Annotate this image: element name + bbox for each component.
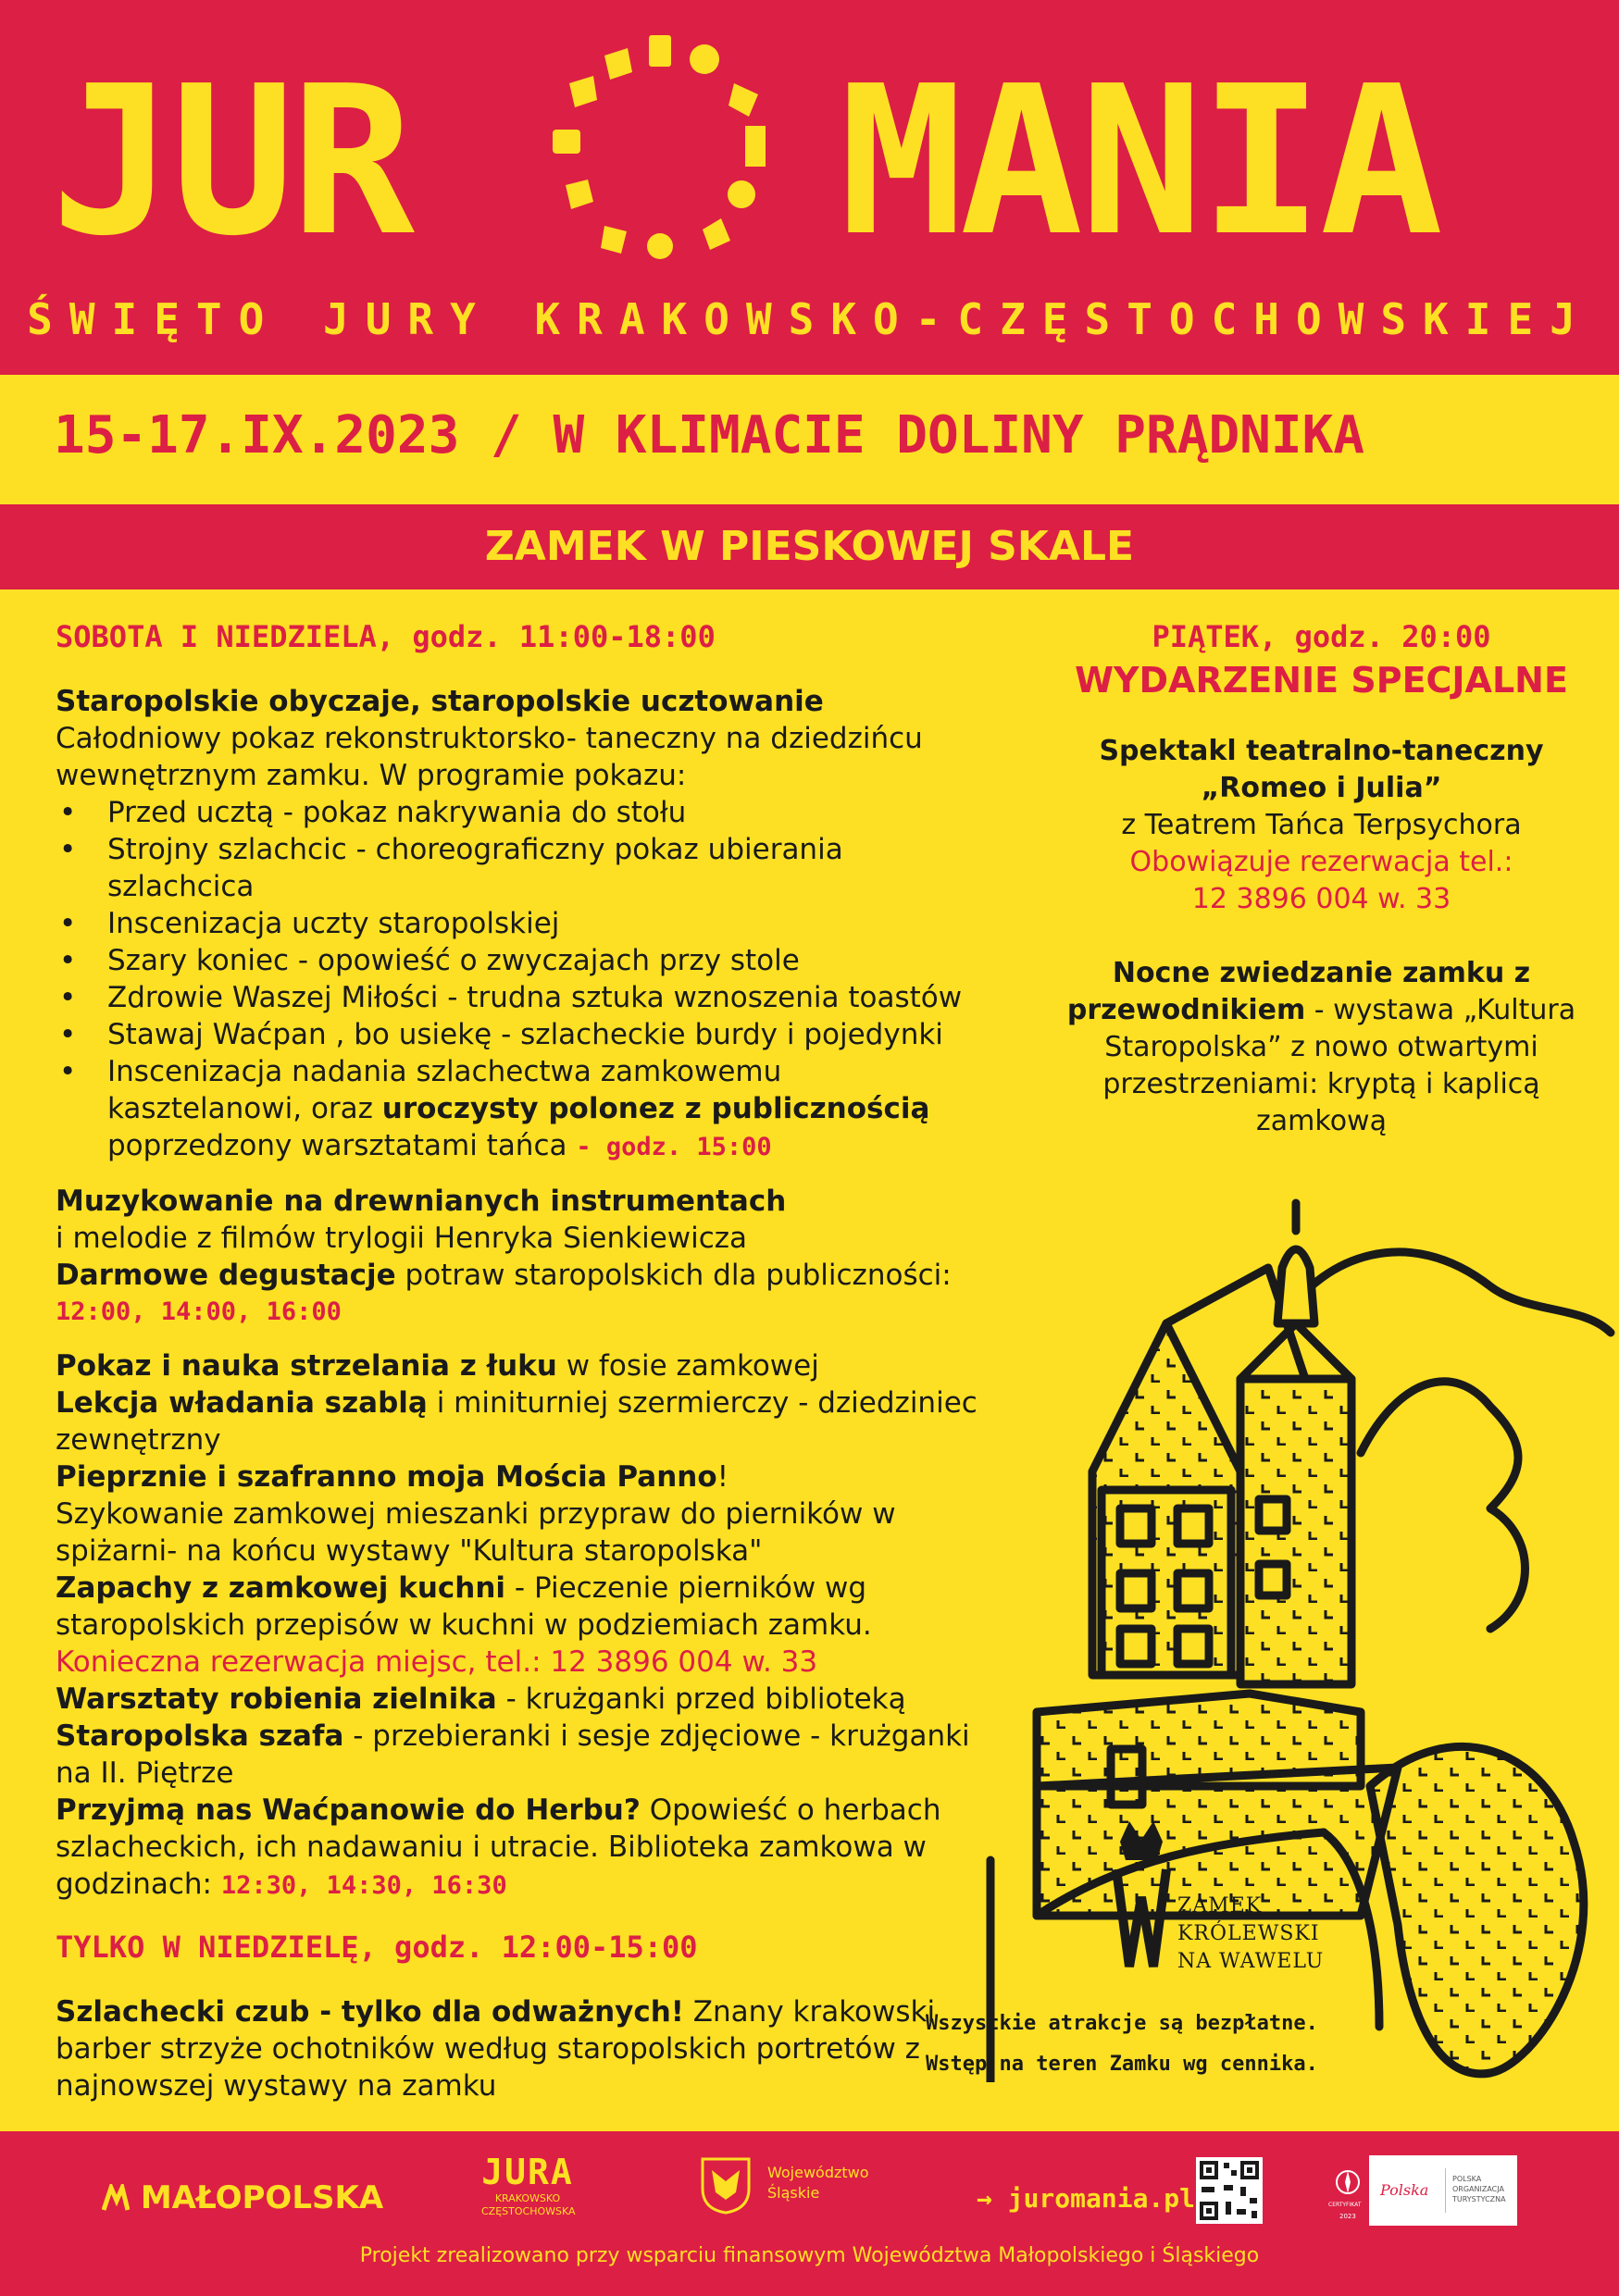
list-item: • Inscenizacja uczty staropolskiej	[56, 905, 981, 942]
b1-text: Całodniowy pokaz rekonstruktorsko- taneczny na dziedzińcu wewnętrznym zamku. W programie pokazu:	[56, 722, 923, 792]
malopolska-mark-icon	[102, 2184, 130, 2212]
weekend-heading: SOBOTA I NIEDZIELA, godz. 11:00-18:00	[56, 619, 716, 654]
block-muzykowanie	[56, 1183, 981, 1331]
b3-x2: i miniturniej szermierczy - dziedziniec zewnętrzny	[56, 1386, 978, 1457]
pot-certificate-mark	[1326, 2155, 1369, 2226]
jura-emblem-icon	[540, 28, 780, 268]
polska-logo: Polska	[1380, 2181, 1429, 2199]
b3-x5: - krużganki przed biblioteką	[496, 1682, 906, 1716]
b2-times: 12:00, 14:00, 16:00	[56, 1297, 342, 1326]
jura-logo	[481, 2152, 574, 2218]
pot-year: 2023	[1339, 2213, 1356, 2220]
list-item: • Zdrowie Waszej Miłości - trudna sztuka wznoszenia toastów	[56, 979, 981, 1016]
program-left-column	[56, 618, 981, 2104]
list-item: • Szary koniec - opowieść o zwyczajach przy stole	[56, 942, 981, 979]
pot-logo-box	[1326, 2155, 1517, 2226]
b1-title: Staropolskie obyczaje, staropolskie ucztowanie	[56, 685, 824, 718]
b4-title: Szlachecki czub - tylko dla odważnych!	[56, 1995, 684, 2029]
emblem-shield-icon	[690, 44, 719, 74]
s2-text: - wystawa „Kultura Staropolska” z nowo otwartymi przestrzeniami: kryptą i kaplicą zamkową	[1102, 994, 1576, 1137]
wawel-line1: ZAMEK	[1177, 1894, 1263, 1917]
b1-last-a: Inscenizacja nadania szlachectwa zamkowemu kasztelanowi, oraz	[107, 1055, 782, 1125]
tree-outline	[1361, 1382, 1526, 1629]
s1-res2: 12 3896 004 w. 33	[1191, 883, 1451, 915]
b2-text2: potraw staropolskich dla publiczności:	[395, 1259, 952, 1292]
s2-block	[1065, 955, 1578, 1140]
list-item	[56, 1053, 981, 1166]
b3-t1: Pokaz i nauka strzelania z łuku	[56, 1349, 557, 1383]
title-right: MANIA	[840, 43, 1440, 281]
b3-t3: Pieprznie i szafranno moja Mościa Panno	[56, 1460, 717, 1494]
wawel-line2: KRÓLEWSKI	[1177, 1922, 1320, 1945]
wawel-line3: NA WAWELU	[1177, 1950, 1325, 1973]
rock-outline	[1287, 1252, 1611, 1333]
special-event-heading: WYDARZENIE SPECJALNE	[1075, 660, 1568, 701]
header-band	[0, 0, 1619, 375]
b3-t7: Przyjmą nas Waćpanowie do Herbu?	[56, 1793, 641, 1827]
malopolska-text: MAŁOPOLSKA	[140, 2179, 384, 2216]
website-link[interactable]: → juromania.pl	[977, 2183, 1196, 2214]
emblem-sun-icon	[647, 233, 673, 259]
b3-t4: Zapachy z zamkowej kuchni	[56, 1571, 506, 1605]
wawel-crown-icon	[1111, 1814, 1172, 1971]
emblem-tree-icon	[569, 76, 597, 107]
tower-top	[1277, 1249, 1314, 1323]
s1-title2: „Romeo i Julia”	[1201, 772, 1442, 804]
block-staropolskie	[56, 683, 981, 1166]
eagle-crest-icon	[699, 2155, 753, 2215]
jura-sub1: KRAKOWSKO	[494, 2192, 561, 2204]
emblem-tower-icon	[604, 48, 632, 80]
friday-heading: PIĄTEK, godz. 20:00	[1152, 619, 1491, 654]
s1-text: z Teatrem Tańca Terpsychora	[1121, 809, 1522, 841]
jura-sub2: CZĘSTOCHOWSKA	[481, 2205, 576, 2217]
list-item: • Strojny szlachcic - choreograficzny pokaz ubierania szlachcica	[56, 831, 981, 905]
list-item: • Przed ucztą - pokaz nakrywania do stołu	[56, 794, 981, 831]
b3-x7: Opowieść o herbach szlacheckich, ich nadawaniu i utracie. Biblioteka zamkowa w godzinach:	[56, 1793, 941, 1901]
title-left: JUR	[51, 43, 411, 281]
slaskie-line1: Województwo	[767, 2164, 869, 2181]
venue-bar: ZAMEK W PIESKOWEJ SKALE	[0, 504, 1619, 590]
emblem-bike-icon	[728, 180, 755, 208]
b3-t6: Staropolska szafa	[56, 1719, 344, 1753]
emblem-rock-icon	[553, 130, 580, 154]
emblem-crown-icon	[649, 35, 671, 67]
b4-text: Znany krakowski barber strzyże ochotników według staropolskich portretów z najnowszej wystawy na zamku	[56, 1995, 936, 2103]
b1-list	[56, 794, 981, 1166]
s2-title: Nocne zwiedzanie zamku z przewodnikiem	[1066, 957, 1531, 1026]
admission-notes	[926, 2004, 1318, 2085]
list-item: • Stawaj Waćpan , bo usiekę - szlacheckie burdy i pojedynki	[56, 1016, 981, 1053]
b3-times: 12:30, 14:30, 16:30	[220, 1871, 507, 1900]
date-line: 15-17.IX.2023 / W KLIMACIE DOLINY PRĄDNIKA	[54, 405, 1365, 465]
pot-line3: TURYSTYCZNA	[1452, 2195, 1506, 2203]
pot-certyfikat: CERTYFIKAT	[1328, 2202, 1362, 2208]
funding-credit: Projekt zrealizowano przy wsparciu finansowym Województwa Małopolskiego i Śląskiego	[359, 2244, 1260, 2267]
b2-title2: Darmowe degustacje	[56, 1259, 396, 1292]
b3-reservation: Konieczna rezerwacja miejsc, tel.: 12 3896 004 w. 33	[56, 1645, 818, 1679]
b2-text: i melodie z filmów trylogii Henryka Sienkiewicza	[56, 1222, 748, 1255]
emblem-castle-icon	[745, 126, 766, 167]
rock-pillar	[1370, 1746, 1584, 2073]
b3-t2: Lekcja władania szablą	[56, 1386, 428, 1420]
s1-res1: Obowiązuje rezerwacja tel.:	[1129, 846, 1513, 878]
wawel-text	[1177, 1893, 1324, 1976]
emblem-person-icon	[703, 218, 730, 250]
b3-x4: - Pieczenie pierników wg staropolskich przepisów w kuchni w podziemiach zamku.	[56, 1571, 872, 1642]
b3-x6: - przebieranki i sesje zdjęciowe - krużganki na II. Piętrze	[56, 1719, 970, 1790]
program-right-column	[1065, 618, 1578, 1140]
slaskie-text	[767, 2163, 869, 2203]
b1-last-b: uroczysty polonez z publicznością	[381, 1092, 930, 1125]
emblem-flag-icon	[729, 83, 758, 117]
subtitle: ŚWIĘTO JURY KRAKOWSKO-CZĘSTOCHOWSKIEJ	[27, 294, 1592, 344]
emblem-bird-icon	[566, 180, 593, 209]
divider	[1445, 2168, 1446, 2213]
slaskie-line2: Śląskie	[767, 2184, 820, 2202]
b4-block	[56, 1993, 981, 2104]
b3-x3: !	[716, 1460, 729, 1494]
block-pokazy	[56, 1347, 981, 1905]
b3-x1: w fosie zamkowej	[556, 1349, 819, 1383]
footer	[0, 2131, 1619, 2296]
emblem-mushroom-icon	[601, 226, 627, 254]
compass-icon	[1334, 2168, 1362, 2196]
pot-text	[1452, 2174, 1506, 2204]
qr-code-icon[interactable]	[1196, 2157, 1263, 2224]
sunday-heading: TYLKO W NIEDZIELĘ, godz. 12:00-15:00	[56, 1930, 698, 1965]
malopolska-logo	[102, 2179, 383, 2216]
b3-t5: Warsztaty robienia zielnika	[56, 1682, 497, 1716]
pot-line1: POLSKA	[1452, 2175, 1482, 2183]
b1-last-c: poprzedzony warsztatami tańca	[107, 1129, 577, 1162]
note-line2: Wstęp na teren Zamku wg cennika.	[926, 2053, 1318, 2076]
b3-x3b: Szykowanie zamkowej mieszanki przypraw do pierników w spiżarni- na końcu wystawy "Kultura staropolska"	[56, 1497, 896, 1568]
b1-last-time: - godz. 15:00	[576, 1133, 772, 1161]
b2-title: Muzykowanie na drewnianych instrumentach	[56, 1185, 787, 1218]
pot-line2: ORGANIZACJA	[1452, 2185, 1504, 2193]
note-line1: Wszystkie atrakcje są bezpłatne.	[926, 2012, 1318, 2035]
jura-logo-text: JURA	[481, 2152, 574, 2192]
s1-title1: Spektakl teatralno-taneczny	[1099, 735, 1544, 767]
